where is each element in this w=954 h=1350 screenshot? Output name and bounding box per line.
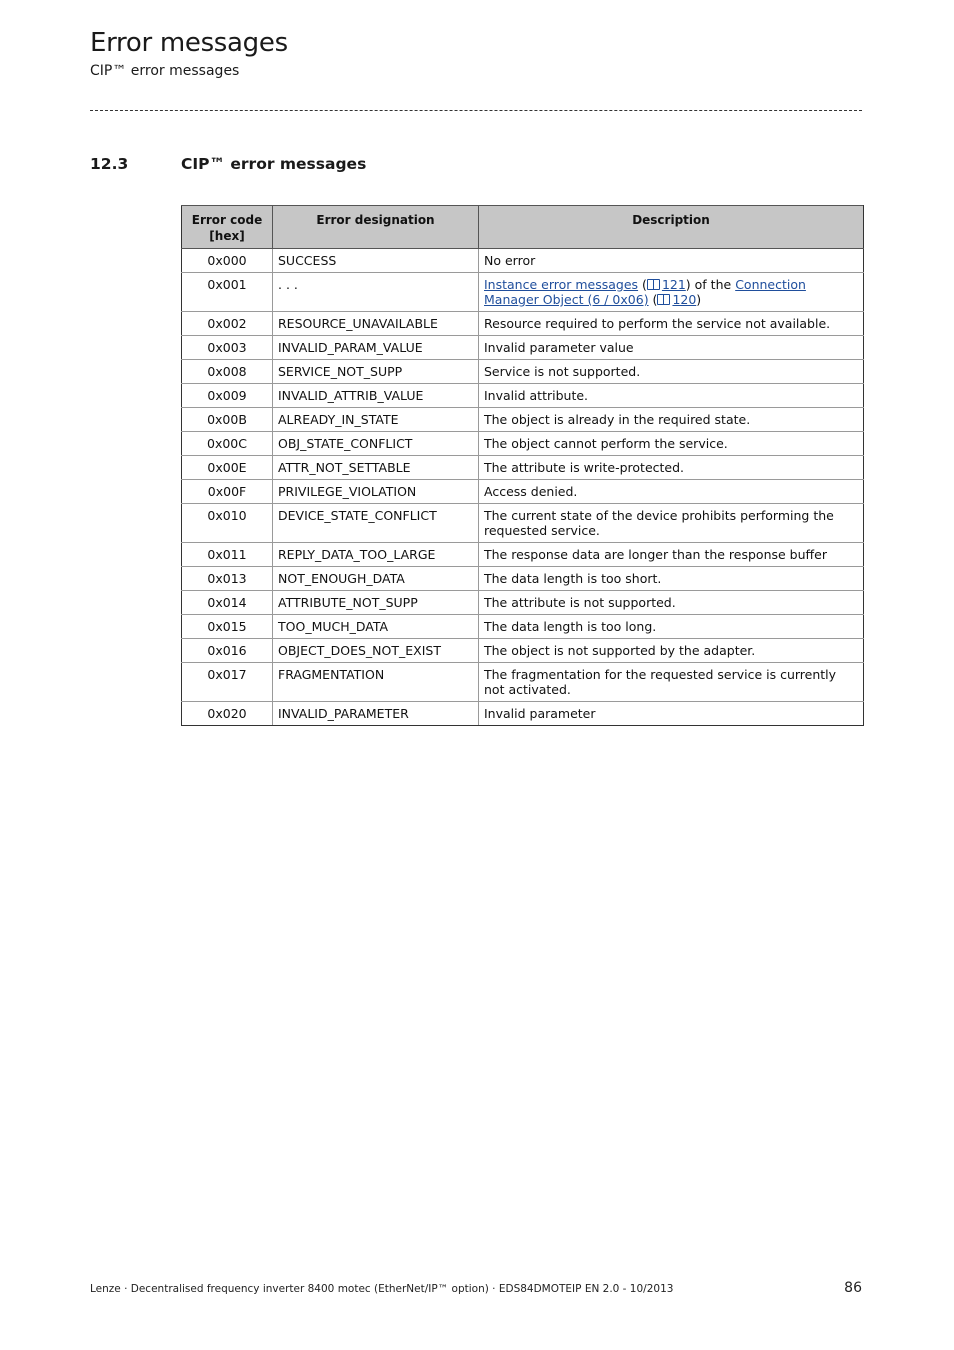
error-description: Resource required to perform the service not available. — [479, 312, 864, 336]
column-header-description: Description — [479, 206, 864, 249]
error-designation: DEVICE_STATE_CONFLICT — [273, 504, 479, 543]
table-row — [182, 567, 864, 591]
page-number: 86 — [844, 1280, 862, 1296]
table-row — [182, 615, 864, 639]
column-header-designation: Error designation — [273, 206, 479, 249]
error-description: The response data are longer than the response buffer — [479, 543, 864, 567]
table-row — [182, 360, 864, 384]
table-row — [182, 702, 864, 726]
error-code: 0x003 — [182, 336, 273, 360]
connection-manager-object-link[interactable]: Connection Manager Object (6 / 0x06) — [484, 277, 806, 307]
error-designation: INVALID_PARAM_VALUE — [273, 336, 479, 360]
error-designation: . . . — [273, 273, 479, 312]
book-icon — [657, 294, 670, 305]
error-code: 0x015 — [182, 615, 273, 639]
link-connector-text: of the — [694, 277, 732, 292]
error-designation: OBJ_STATE_CONFLICT — [273, 432, 479, 456]
error-code: 0x013 — [182, 567, 273, 591]
table-row — [182, 543, 864, 567]
section-number: 12.3 — [90, 155, 129, 173]
table-row — [182, 591, 864, 615]
page-subtitle: CIP™ error messages — [90, 63, 240, 79]
error-code: 0x009 — [182, 384, 273, 408]
error-description: The data length is too long. — [479, 615, 864, 639]
error-description: The attribute is not supported. — [479, 591, 864, 615]
error-designation: OBJECT_DOES_NOT_EXIST — [273, 639, 479, 663]
error-designation: INVALID_ATTRIB_VALUE — [273, 384, 479, 408]
error-description: The data length is too short. — [479, 567, 864, 591]
error-description: Instance error messages ( 121) of the Connection Manager Object (6 / 0x06) ( 120) — [479, 273, 864, 312]
error-designation: SUCCESS — [273, 249, 479, 273]
instance-error-messages-link[interactable]: Instance error messages — [484, 277, 639, 292]
error-description: The current state of the device prohibits performing the requested service. — [479, 504, 864, 543]
error-designation: ALREADY_IN_STATE — [273, 408, 479, 432]
error-code: 0x00C — [182, 432, 273, 456]
error-code: 0x00E — [182, 456, 273, 480]
table-header-row — [182, 206, 864, 249]
error-description: The object is not supported by the adapter. — [479, 639, 864, 663]
error-designation: ATTRIBUTE_NOT_SUPP — [273, 591, 479, 615]
error-designation: TOO_MUCH_DATA — [273, 615, 479, 639]
table-row — [182, 408, 864, 432]
error-description: Service is not supported. — [479, 360, 864, 384]
error-description: The object is already in the required state. — [479, 408, 864, 432]
table-row — [182, 273, 864, 312]
error-designation: PRIVILEGE_VIOLATION — [273, 480, 479, 504]
error-code: 0x00B — [182, 408, 273, 432]
footer-text: Lenze · Decentralised frequency inverter 8400 motec (EtherNet/IP™ option) · EDS84DMOTEIP EN 2.0 - 10/2013 — [90, 1283, 674, 1295]
error-designation: FRAGMENTATION — [273, 663, 479, 702]
header-dash-rule — [90, 110, 862, 111]
error-code: 0x001 — [182, 273, 273, 312]
page-ref-link-121[interactable]: 121 — [661, 277, 686, 292]
error-code: 0x010 — [182, 504, 273, 543]
error-description: The object cannot perform the service. — [479, 432, 864, 456]
error-code: 0x020 — [182, 702, 273, 726]
table-row — [182, 639, 864, 663]
table-row — [182, 504, 864, 543]
error-description: No error — [479, 249, 864, 273]
section-heading — [90, 155, 366, 173]
error-code: 0x008 — [182, 360, 273, 384]
error-description: Access denied. — [479, 480, 864, 504]
error-code: 0x017 — [182, 663, 273, 702]
error-designation: NOT_ENOUGH_DATA — [273, 567, 479, 591]
table-row — [182, 336, 864, 360]
table-row — [182, 312, 864, 336]
table-row — [182, 384, 864, 408]
error-designation: REPLY_DATA_TOO_LARGE — [273, 543, 479, 567]
table-row — [182, 249, 864, 273]
table-row — [182, 432, 864, 456]
error-description: Invalid parameter value — [479, 336, 864, 360]
table-row — [182, 480, 864, 504]
error-description: Invalid parameter — [479, 702, 864, 726]
error-code: 0x00F — [182, 480, 273, 504]
error-table — [181, 205, 864, 726]
section-title: CIP™ error messages — [181, 155, 367, 173]
page-ref-link-120[interactable]: 120 — [672, 292, 697, 307]
page-title: Error messages — [90, 28, 288, 58]
error-designation: ATTR_NOT_SETTABLE — [273, 456, 479, 480]
error-designation: RESOURCE_UNAVAILABLE — [273, 312, 479, 336]
error-description: The fragmentation for the requested service is currently not activated. — [479, 663, 864, 702]
error-code: 0x014 — [182, 591, 273, 615]
error-code: 0x016 — [182, 639, 273, 663]
table-row — [182, 663, 864, 702]
error-designation: SERVICE_NOT_SUPP — [273, 360, 479, 384]
error-description: Invalid attribute. — [479, 384, 864, 408]
error-code: 0x000 — [182, 249, 273, 273]
error-code: 0x011 — [182, 543, 273, 567]
column-header-code: Error code [hex] — [182, 206, 273, 249]
error-designation: INVALID_PARAMETER — [273, 702, 479, 726]
table-row — [182, 456, 864, 480]
book-icon — [647, 279, 660, 290]
error-description: The attribute is write-protected. — [479, 456, 864, 480]
error-code: 0x002 — [182, 312, 273, 336]
